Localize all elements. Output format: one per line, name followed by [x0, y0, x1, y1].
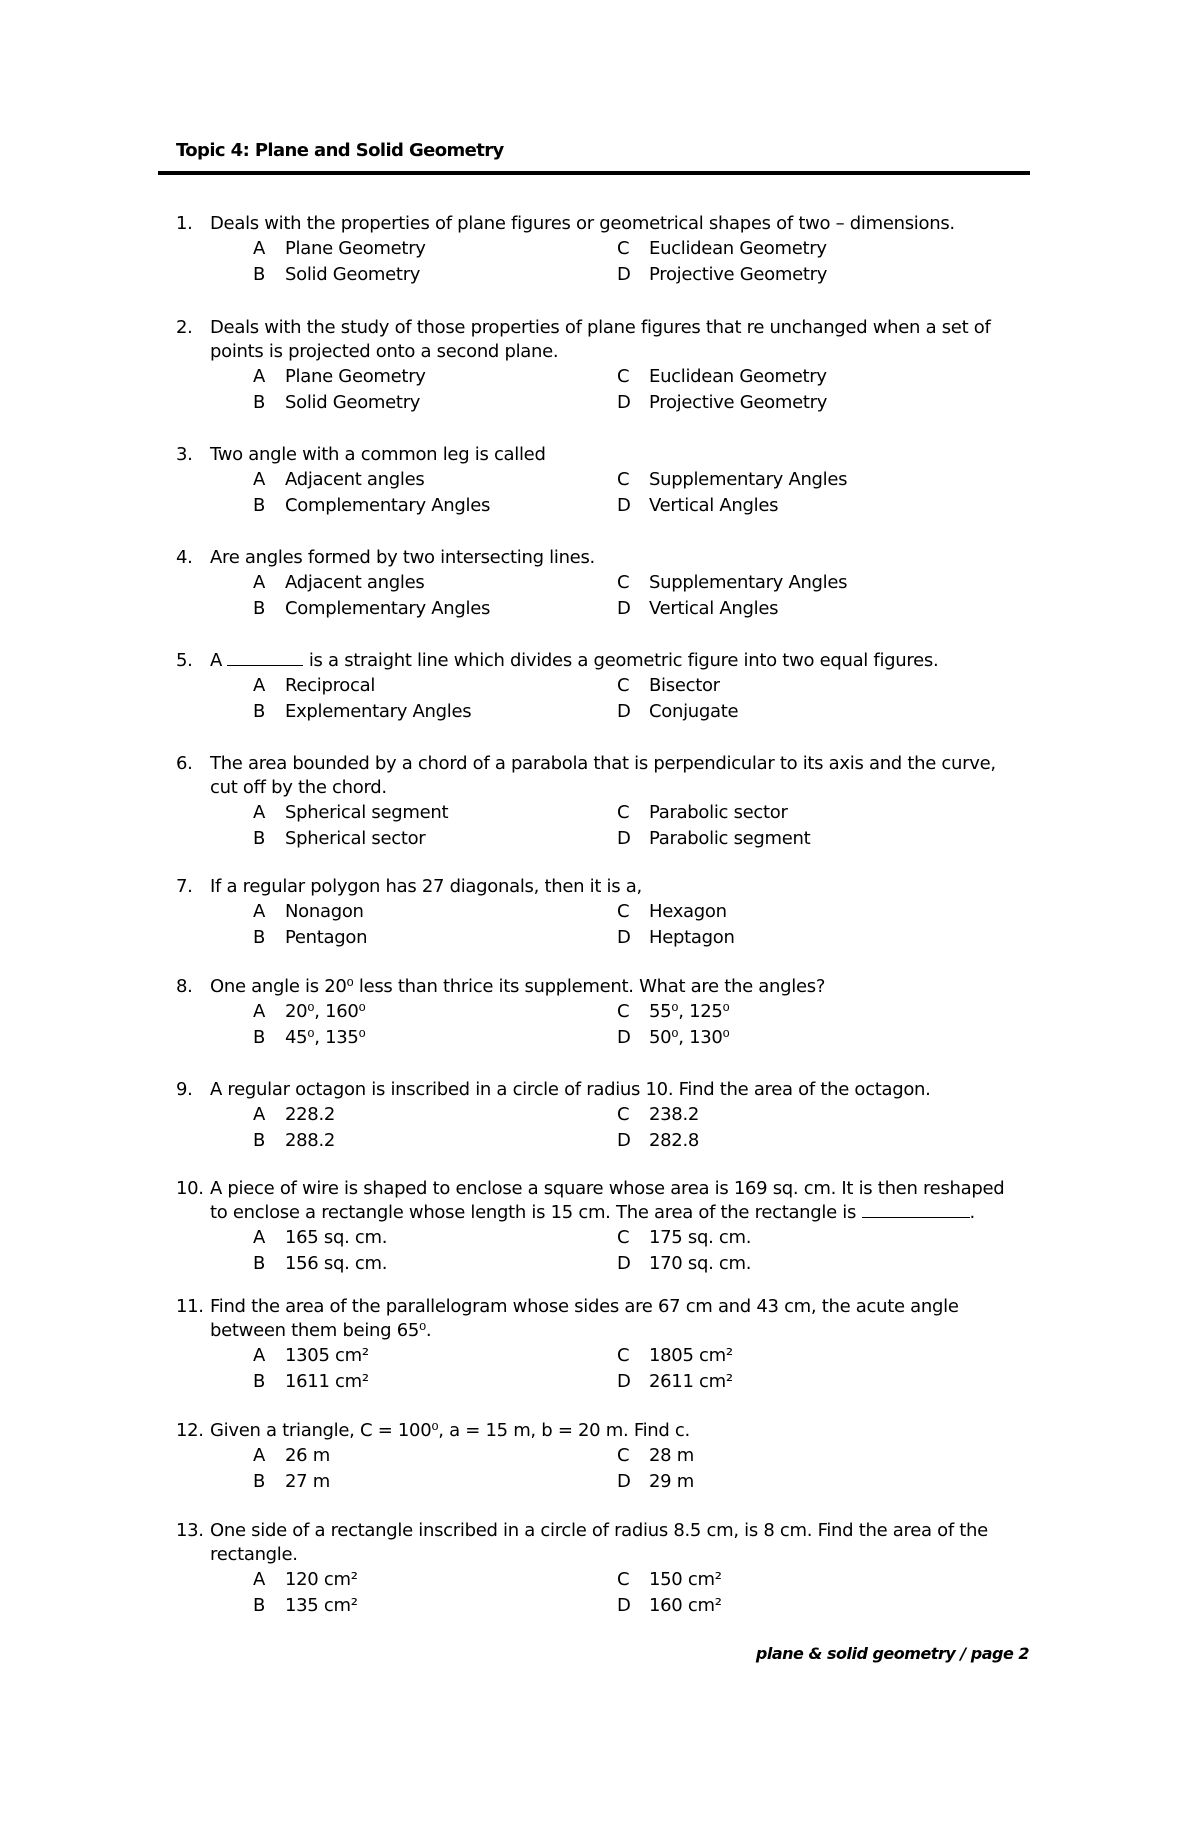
question-text: One angle is 20⁰ less than thrice its supplement. What are the angles?: [210, 976, 826, 997]
option-b: B 1611 cm²: [253, 1371, 369, 1392]
option-c: C 1805 cm²: [617, 1345, 733, 1366]
question-number: 8.: [176, 976, 193, 997]
option-a: A Reciprocal: [253, 675, 376, 696]
question-11: [158, 1295, 1038, 1395]
option-a: A Plane Geometry: [253, 366, 426, 387]
option-b: B Solid Geometry: [253, 264, 421, 285]
option-a: A 165 sq. cm.: [253, 1227, 388, 1248]
option-a: A Nonagon: [253, 901, 364, 922]
option-b: B Explementary Angles: [253, 701, 472, 722]
question-number: 2.: [176, 317, 193, 338]
option-a: A 1305 cm²: [253, 1345, 369, 1366]
option-c: C Bisector: [617, 675, 720, 696]
question-12: [158, 1419, 1038, 1495]
option-d: D Projective Geometry: [617, 264, 828, 285]
option-d: D Vertical Angles: [617, 495, 779, 516]
option-c: C Parabolic sector: [617, 802, 788, 823]
option-a: A Spherical segment: [253, 802, 449, 823]
question-number: 10.: [176, 1178, 204, 1199]
question-text: Deals with the study of those properties of plane figures that re unchanged when a set of points is projected onto a second plane.: [210, 317, 991, 362]
question-10: [158, 1177, 1038, 1277]
option-a: A Adjacent angles: [253, 572, 425, 593]
option-b: B 288.2: [253, 1130, 336, 1151]
option-d: D 29 m: [617, 1471, 694, 1492]
question-7: [158, 875, 1038, 951]
option-c: C Supplementary Angles: [617, 572, 848, 593]
question-text: Deals with the properties of plane figures or geometrical shapes of two – dimensions.: [210, 213, 955, 234]
option-b: B 156 sq. cm.: [253, 1253, 388, 1274]
question-number: 5.: [176, 650, 193, 671]
question-number: 3.: [176, 444, 193, 465]
question-3: [158, 443, 1038, 519]
answer-blank: [227, 649, 303, 666]
question-number: 1.: [176, 213, 193, 234]
question-text: If a regular polygon has 27 diagonals, then it is a,: [210, 876, 642, 897]
option-b: B Spherical sector: [253, 828, 426, 849]
option-a: A Plane Geometry: [253, 238, 426, 259]
option-b: B 27 m: [253, 1471, 330, 1492]
question-number: 11.: [176, 1296, 204, 1317]
answer-blank: [862, 1201, 970, 1218]
question-number: 13.: [176, 1520, 204, 1541]
question-text: Find the area of the parallelogram whose sides are 67 cm and 43 cm, the acute angle between them being 65⁰.: [210, 1296, 959, 1341]
option-b: B 45⁰, 135⁰: [253, 1027, 366, 1048]
option-a: A 26 m: [253, 1445, 330, 1466]
option-b: B Complementary Angles: [253, 598, 491, 619]
option-d: D Parabolic segment: [617, 828, 811, 849]
question-13: [158, 1519, 1038, 1619]
option-d: D Conjugate: [617, 701, 739, 722]
option-c: C Euclidean Geometry: [617, 238, 827, 259]
question-2: [158, 316, 1038, 416]
option-d: D 160 cm²: [617, 1595, 722, 1616]
question-4: [158, 546, 1038, 622]
option-a: A 120 cm²: [253, 1569, 358, 1590]
option-c: C Supplementary Angles: [617, 469, 848, 490]
question-text: A regular octagon is inscribed in a circle of radius 10. Find the area of the octagon.: [210, 1079, 931, 1100]
option-b: B Pentagon: [253, 927, 368, 948]
option-c: C 150 cm²: [617, 1569, 722, 1590]
question-number: 4.: [176, 547, 193, 568]
option-a: A Adjacent angles: [253, 469, 425, 490]
question-number: 12.: [176, 1420, 204, 1441]
option-d: D 170 sq. cm.: [617, 1253, 752, 1274]
option-a: A 228.2: [253, 1104, 336, 1125]
option-b: B 135 cm²: [253, 1595, 358, 1616]
page-title: Topic 4: Plane and Solid Geometry: [176, 140, 504, 161]
question-8: [158, 975, 1038, 1051]
option-c: C 175 sq. cm.: [617, 1227, 752, 1248]
option-c: C 28 m: [617, 1445, 694, 1466]
option-b: B Solid Geometry: [253, 392, 421, 413]
question-text: Are angles formed by two intersecting lines.: [210, 547, 595, 568]
question-text: A piece of wire is shaped to enclose a square whose area is 169 sq. cm. It is then reshaped to enclose a rectangle whose length is 15 cm. The area of the rectangle is .: [210, 1178, 1005, 1223]
question-5: [158, 649, 1038, 725]
page-header: [158, 140, 1030, 175]
option-b: B Complementary Angles: [253, 495, 491, 516]
question-number: 6.: [176, 753, 193, 774]
option-d: D 282.8: [617, 1130, 700, 1151]
question-text: The area bounded by a chord of a parabola that is perpendicular to its axis and the curve, cut off by the chord.: [210, 753, 996, 798]
question-text: Two angle with a common leg is called: [210, 444, 546, 465]
option-c: C 55⁰, 125⁰: [617, 1001, 730, 1022]
question-text: One side of a rectangle inscribed in a circle of radius 8.5 cm, is 8 cm. Find the area of the rectangle.: [210, 1520, 988, 1565]
page-footer: plane & solid geometry / page 2: [755, 1644, 1029, 1663]
option-d: D 2611 cm²: [617, 1371, 733, 1392]
option-d: D Heptagon: [617, 927, 735, 948]
option-c: C Euclidean Geometry: [617, 366, 827, 387]
question-number: 9.: [176, 1079, 193, 1100]
option-d: D 50⁰, 130⁰: [617, 1027, 730, 1048]
header-rule: [158, 171, 1030, 175]
option-a: A 20⁰, 160⁰: [253, 1001, 366, 1022]
question-1: [158, 212, 1038, 288]
option-c: C Hexagon: [617, 901, 727, 922]
question-text: Given a triangle, C = 100⁰, a = 15 m, b = 20 m. Find c.: [210, 1420, 690, 1441]
question-9: [158, 1078, 1038, 1154]
question-6: [158, 752, 1038, 852]
option-d: D Projective Geometry: [617, 392, 828, 413]
question-text: A is a straight line which divides a geometric figure into two equal figures.: [210, 650, 939, 671]
question-number: 7.: [176, 876, 193, 897]
option-c: C 238.2: [617, 1104, 700, 1125]
option-d: D Vertical Angles: [617, 598, 779, 619]
